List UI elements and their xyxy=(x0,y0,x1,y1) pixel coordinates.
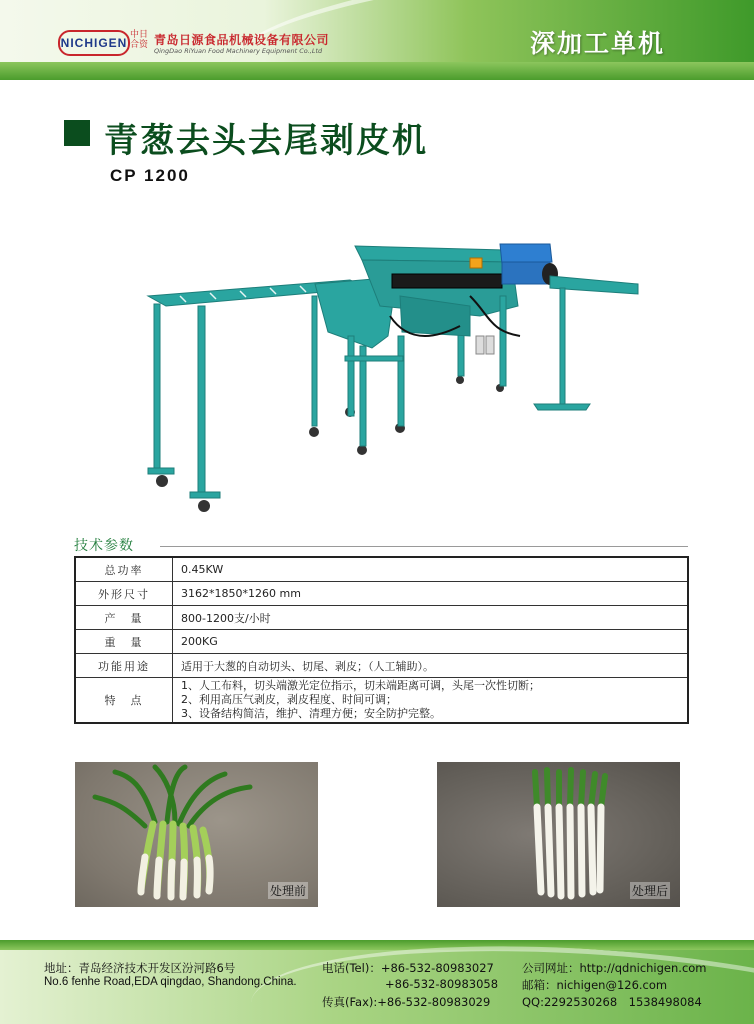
footer-address-cn: 地址：青岛经济技术开发区汾河路6号 xyxy=(44,961,236,975)
spec-value-usage: 适用于大葱的自动切头、切尾、剥皮；（人工辅助）。 xyxy=(173,654,689,678)
footer-address-en: No.6 fenhe Road,EDA qingdao, Shandong.China. xyxy=(44,976,297,988)
spec-value-features xyxy=(173,678,689,724)
spec-value-output: 800-1200支/小时 xyxy=(173,606,689,630)
table-row xyxy=(75,678,688,724)
table-row xyxy=(75,630,688,654)
photo-after-processing xyxy=(437,762,680,907)
spec-value-weight: 200KG xyxy=(173,630,689,654)
spec-key-dimensions: 外形尺寸 xyxy=(75,582,173,606)
footer-swoosh-decoration xyxy=(245,940,754,1024)
table-row xyxy=(75,582,688,606)
footer-tel-1: 电话(Tel)：+86-532-80983027 xyxy=(322,961,494,975)
header-banner xyxy=(0,0,754,80)
footer-band xyxy=(0,940,754,950)
motor-box xyxy=(500,244,558,285)
machine-body xyxy=(315,246,520,446)
feature-line-2: 2、利用高压气剥皮，剥皮程度、时间可调； xyxy=(181,693,397,706)
spec-key-usage: 功能用途 xyxy=(75,654,173,678)
spec-heading: 技术参数 xyxy=(74,538,134,554)
company-name-en: QingDao RiYuan Food Machinery Equipment Co.,Ltd xyxy=(154,47,323,55)
header-band xyxy=(0,62,754,80)
spec-key-power: 总功率 xyxy=(75,557,173,582)
title-bullet-square xyxy=(64,120,90,146)
footer-website[interactable]: 公司网址：http://qdnichigen.com xyxy=(522,961,707,975)
spec-key-features: 特 点 xyxy=(75,678,173,724)
spec-value-power: 0.45KW xyxy=(173,557,689,582)
footer-banner xyxy=(0,940,754,1024)
spec-key-output: 产 量 xyxy=(75,606,173,630)
footer-email[interactable]: 邮箱：nichigen@126.com xyxy=(522,978,668,992)
feature-line-3: 3、设备结构简洁，维护、清理方便；安全防护完整。 xyxy=(181,707,441,720)
table-row xyxy=(75,654,688,678)
spec-table xyxy=(74,556,689,724)
footer-tel-2: +86-532-80983058 xyxy=(385,977,499,991)
table-row xyxy=(75,606,688,630)
table-row xyxy=(75,557,688,582)
machine-illustration xyxy=(140,236,650,526)
feature-line-1: 1、人工布料，切头端激光定位指示，切未端距离可调，头尾一次性切断； xyxy=(181,679,540,692)
footer-qq: QQ:2292530268 1538498084 xyxy=(522,995,702,1009)
outfeed-arm xyxy=(534,276,638,410)
product-title: 青葱去头去尾剥皮机 xyxy=(104,121,428,161)
photo-label-after: 处理后 xyxy=(631,884,668,898)
spec-key-weight: 重 量 xyxy=(75,630,173,654)
product-model: CP 1200 xyxy=(110,166,190,185)
company-logo: NICHIGEN xyxy=(58,30,130,56)
spec-value-dimensions: 3162*1850*1260 mm xyxy=(173,582,689,606)
photo-label-before: 处理前 xyxy=(269,884,306,898)
footer-fax: 传真(Fax):+86-532-80983029 xyxy=(322,995,491,1009)
company-name-cn: 青岛日源食品机械设备有限公司 xyxy=(154,33,330,47)
spec-heading-rule xyxy=(160,546,688,547)
logo-joint-venture-mark: 中日合资 xyxy=(130,30,149,50)
photo-before-processing xyxy=(75,762,318,907)
page-category-label: 深加工单机 xyxy=(530,29,666,58)
